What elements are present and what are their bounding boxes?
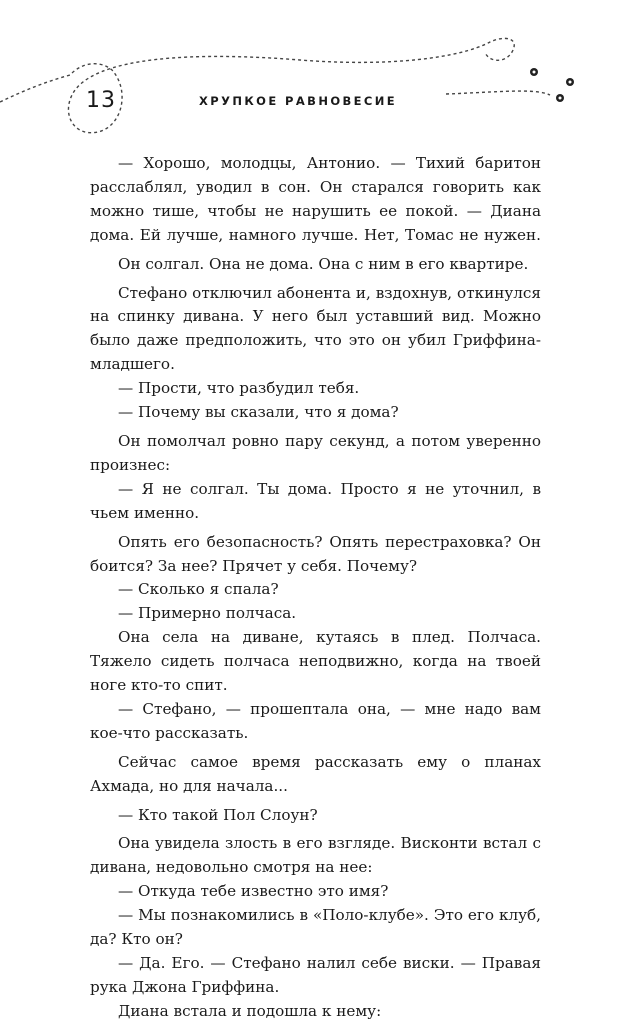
paragraph: — Стефано, — прошептала она, — мне надо вам кое-что рассказать. xyxy=(90,699,541,742)
paragraph: Опять его безопасность? Опять перестраховка? Он боится? За нее? Прячет у себя. Почему? xyxy=(90,532,541,575)
paragraph: Стефано отключил абонента и, вздохнув, откинулся на спинку дивана. У него был уставший вид. Можно было даже предположить, что это он убил Гриффина-младшего. xyxy=(90,283,541,374)
paragraph: — Хорошо, молодцы, Антонио. — Тихий баритон расслаблял, уводил в сон. Он старался говорить как можно тише, чтобы не нарушить ее покой. — Диана дома. Ей лучше, намного лучше. Нет, Томас не нужен. xyxy=(90,154,541,244)
paragraph: — Примерно полчаса. xyxy=(118,604,297,623)
paragraph: — Откуда тебе известно это имя? xyxy=(118,882,389,901)
body-text xyxy=(90,152,541,1024)
paragraph: — Почему вы сказали, что я дома? xyxy=(118,403,399,422)
paragraph: Он солгал. Она не дома. Она с ним в его квартире. xyxy=(118,254,529,273)
flower-icon xyxy=(530,68,574,102)
paragraph: — Да. Его. — Стефано налил себе виски. — Правая рука Джона Гриффина. xyxy=(90,954,541,996)
paragraph: — Кто такой Пол Слоун? xyxy=(118,805,318,824)
paragraph: — Я не солгал. Ты дома. Просто я не уточнил, в чьем именно. xyxy=(90,479,541,522)
paragraph: Он помолчал ровно пару секунд, а потом уверенно произнес: xyxy=(90,431,541,474)
running-title: ХРУПКОЕ РАВНОВЕСИЕ xyxy=(199,94,398,108)
paragraph: — Мы познакомились в «Поло-клубе». Это его клуб, да? Кто он? xyxy=(90,906,541,949)
decorative-dashed-swirl xyxy=(0,0,644,160)
paragraph: Сейчас самое время рассказать ему о планах Ахмада, но для начала... xyxy=(90,752,541,795)
paragraph: Диана встала и подошла к нему: xyxy=(118,1001,382,1020)
paragraph: — Прости, что разбудил тебя. xyxy=(118,379,360,398)
page-number: 13 xyxy=(86,88,116,113)
paragraph: Она села на диване, кутаясь в плед. Полчаса. Тяжело сидеть полчаса неподвижно, когда на твоей ноге кто-то спит. xyxy=(90,628,541,695)
paragraph: Она увидела злость в его взгляде. Висконти встал с дивана, недовольно смотря на нее: xyxy=(90,834,541,877)
paragraph: — Сколько я спала? xyxy=(118,580,279,599)
